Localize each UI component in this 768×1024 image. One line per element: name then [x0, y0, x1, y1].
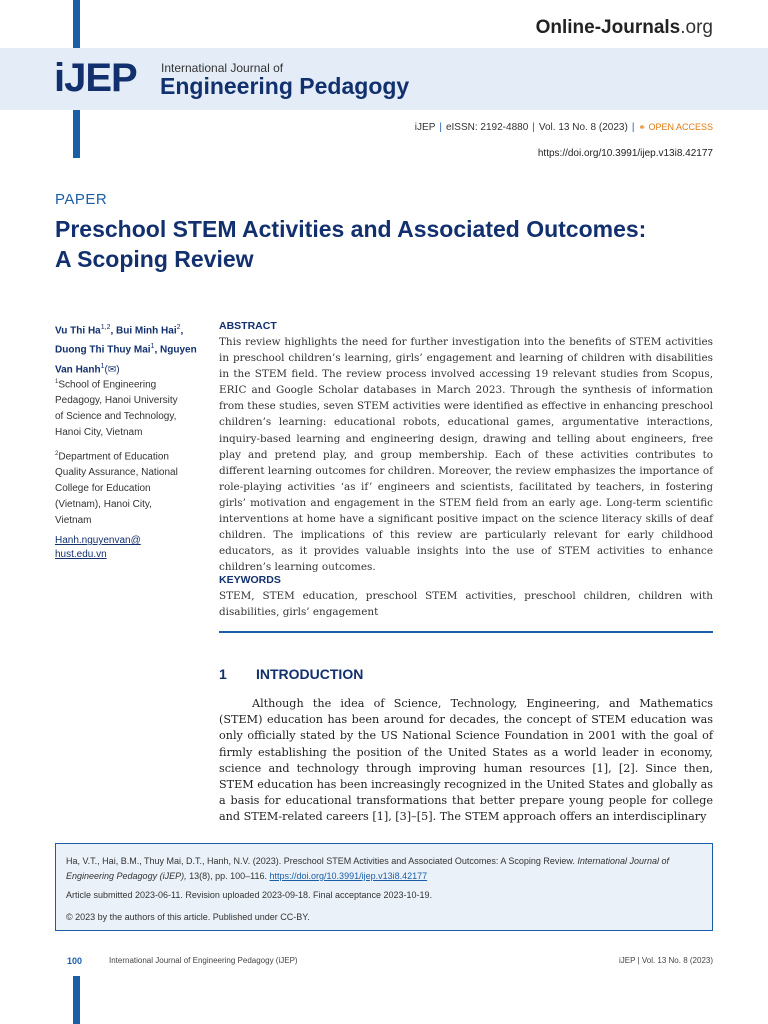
section-title: INTRODUCTION [256, 666, 364, 682]
abstract-text: This review highlights the need for further investigation into the benefits of STEM activities in preschool children’s learning, girls’ engagement and learning of children with disabilities in the STEM field. The review process involved accessing 19 relevant studies from Scopus, ERIC and Google Scholar databases in March 2023. Through the synthesis of information from these studies, seven STEM activities were identified as effective in enhancing preschool children’s learning: educational robots, educational games, argumentative interactions, inquiry-based learning and engineering design, drawing and telling about engineers, free play and pretend play, and group membership. Each of these activities contributes to different learning outcomes for children. Moreover, the review emphasizes the importance of role-playing activities ‘as if’ engineers and scientists, facilitated by teachers, in fostering girls’ motivation and engagement in the STEM field from an early age. Long-term scientific interventions at home have a significant positive impact on the science literacy skills of deaf children. The implications of this review are particularly relevant for early childhood educators, as it provides valuable insights into the use of STEM activities to enhance children’s learning outcomes. [219, 336, 713, 574]
journal-title: Engineering Pedagogy [160, 73, 410, 99]
email-icon: (✉) [104, 363, 120, 375]
keywords-heading: KEYWORDS [219, 574, 281, 586]
issue-info: iJEP | eISSN: 2192-4880 | Vol. 13 No. 8 (2023) | ⚭ OPEN ACCESS [414, 122, 713, 133]
license-text: © 2023 by the authors of this article. Published under CC-BY. [66, 912, 310, 922]
abstract-heading: ABSTRACT [219, 320, 277, 332]
citation-box [55, 843, 713, 931]
doi-link[interactable]: https://doi.org/10.3991/ijep.v13i8.42177 [537, 148, 713, 159]
journal-logo: iJEP [54, 56, 137, 100]
bottom-accent-bar [73, 976, 80, 1024]
article-dates: Article submitted 2023-06-11. Revision uploaded 2023-09-18. Final acceptance 2023-10-19. [66, 890, 433, 900]
article-title: Preschool STEM Activities and Associated Outcomes: A Scoping Review [55, 216, 647, 272]
open-access-icon: ⚭ [638, 122, 649, 132]
footer-journal: International Journal of Engineering Pedagogy (iJEP) [109, 956, 298, 965]
keywords-text: STEM, STEM education, preschool STEM activities, preschool children, children with disabilities, girls’ engagement [219, 590, 713, 618]
citation-reference: Ha, V.T., Hai, B.M., Thuy Mai, D.T., Hanh, N.V. (2023). Preschool STEM Activities and Associated Outcomes: A Scoping Review. International Journal of Engineering Pedagogy (iJEP), 13(8), pp. 100–116. https://doi.org/10.3991/ijep.v13i8.42177 [66, 856, 669, 881]
header-accent-bar [73, 110, 80, 158]
affiliation-1: $^1$School of Engineering Pedagogy, Hanoi University of Science and Technology, Hanoi City, Vietnam [55, 379, 178, 439]
corresponding-email[interactable]: Hanh.nguyenvan@ hust.edu.vn [55, 535, 141, 560]
citation-doi-link[interactable]: https://doi.org/10.3991/ijep.v13i8.42177 [269, 871, 428, 881]
section-divider [219, 631, 713, 633]
footer-issue: iJEP | Vol. 13 No. 8 (2023) [619, 956, 713, 965]
site-logo-dots [602, 38, 642, 42]
open-access-label: OPEN ACCESS [648, 122, 713, 132]
journal-subtitle: International Journal of [161, 61, 284, 75]
introduction-text: Although the idea of Science, Technology, Engineering, and Mathematics (STEM) education has been around for decades, the concept of STEM education was only officially stated by the US National Science Foundation in 2001 with the goal of firmly establishing the position of the United States as a world leader in economy, science and technology through improving human resources [1], [2]. Since then, STEM education has been increasingly recognized in the United States and globally as a basis for educational transformations that better prepare young people for college and STEM-related careers [1], [3]–[5]. The STEM approach offers an interdisciplinary [219, 697, 713, 824]
section-number: 1 [219, 666, 227, 682]
article-type: PAPER [55, 191, 108, 208]
page-number: 100 [67, 956, 83, 966]
affiliation-2: $^2$Department of Education Quality Assurance, National College for Education (Vietnam), Hanoi City, Vietnam [55, 451, 178, 527]
top-accent-bar [73, 0, 80, 48]
site-name[interactable]: Online-Journals.org [535, 17, 713, 38]
author-list: Vu Thi Ha$^{1,2}$, Bui Minh Hai$^2$, Duong Thi Thuy Mai$^1$, Nguyen Van Hanh$^1$(✉) [55, 324, 197, 375]
